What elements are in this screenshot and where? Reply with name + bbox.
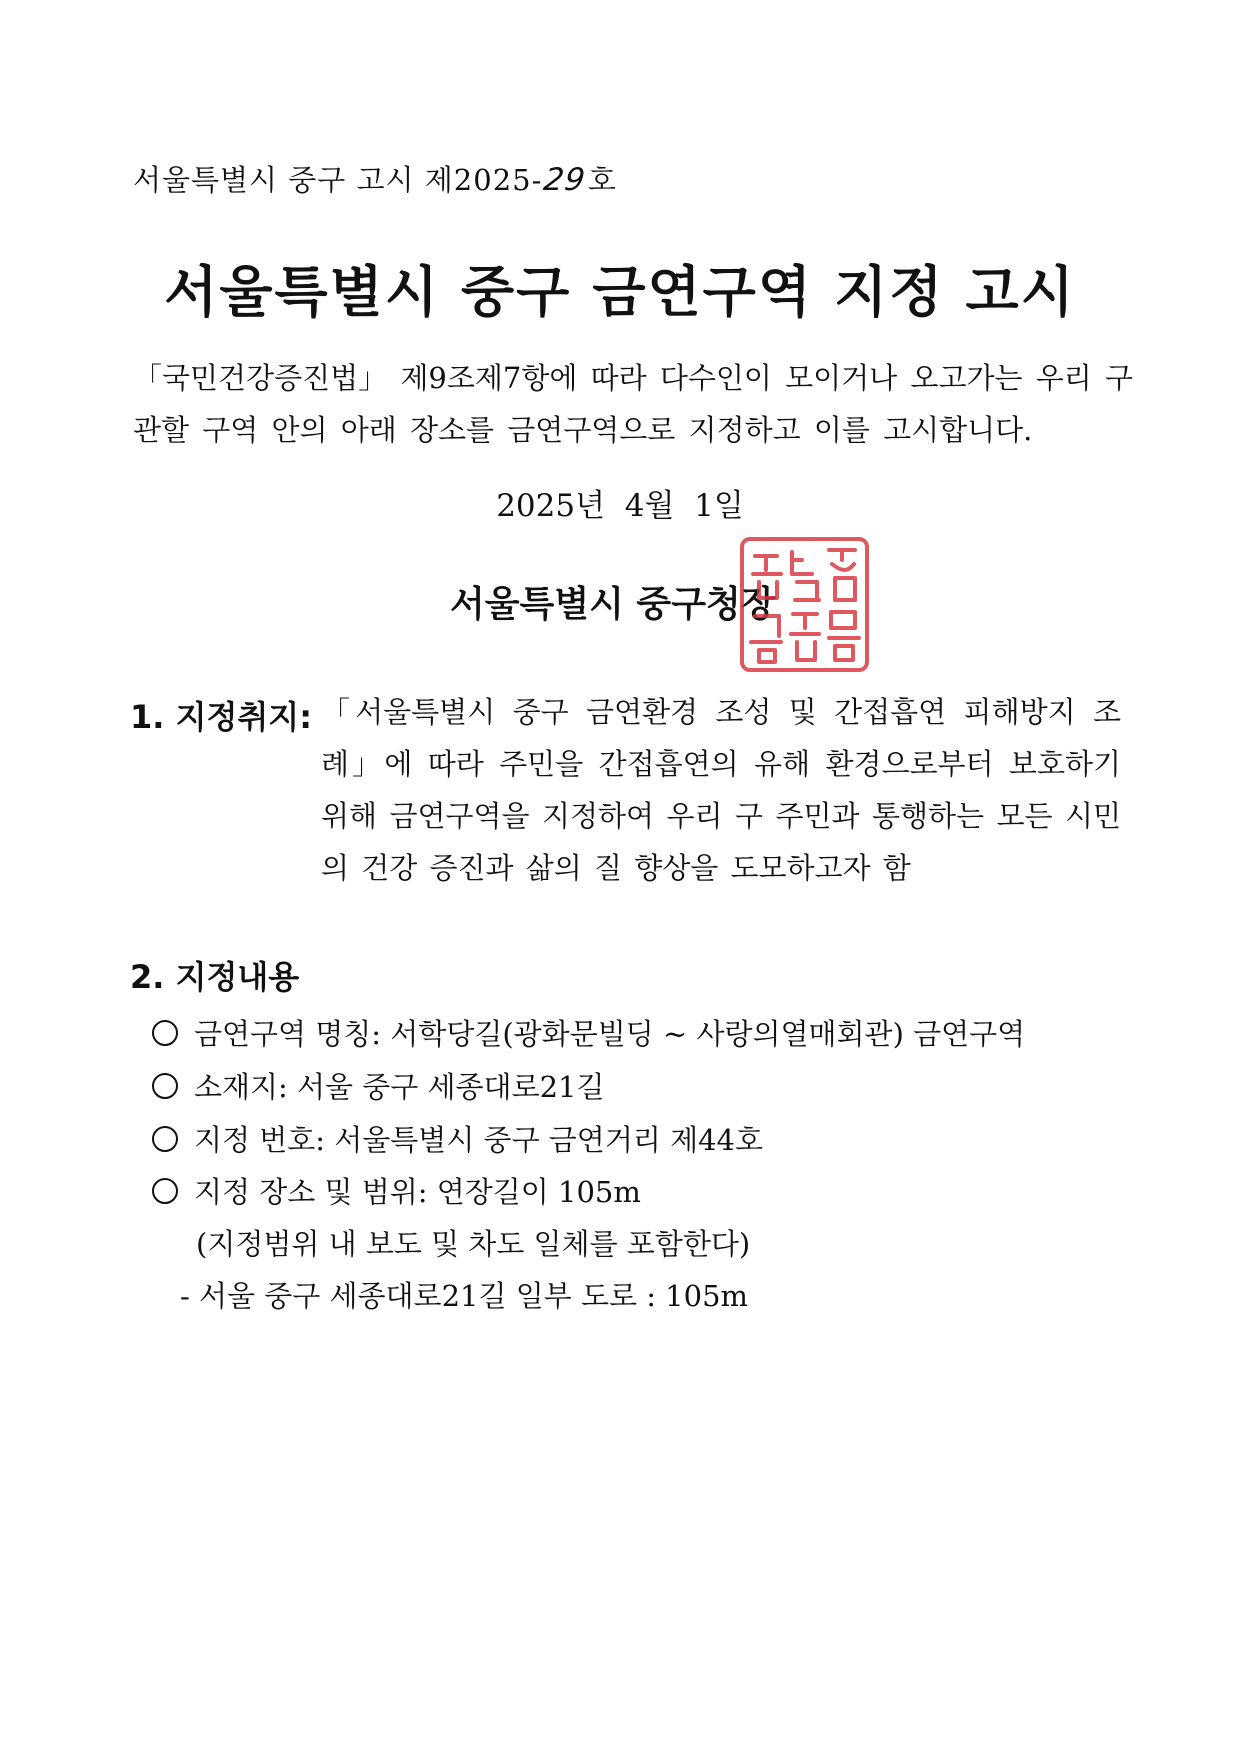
- scope-note: (지정범위 내 보도 및 차도 일체를 포함한다): [196, 1227, 751, 1261]
- purpose-body: 「서울특별시 중구 금연환경 조성 및 간접흡연 피해방지 조례」에 따라 주민을 간접흡연의 유해 환경으로부터 보호하기 위해 금연구역을 지정하여 우리 구 주민과 통행하는 모든 시민의 건강 증진과 삶의 질 향상을 도모하고자 함: [321, 695, 1121, 885]
- document-title: 서울특별시 중구 금연구역 지정 고시: [164, 260, 1076, 324]
- seal-graphic: [742, 539, 867, 670]
- list-item-designation-number: [152, 1118, 763, 1159]
- list-item-text: 지정 번호: 서울특별시 중구 금연거리 제44호: [194, 1123, 764, 1157]
- notice-number-suffix: 호: [587, 163, 617, 197]
- official-seal-stamp: [737, 534, 872, 675]
- list-item-location: [152, 1065, 605, 1106]
- intro-paragraph: 「국민건강증진법」 제9조제7항에 따라 다수인이 모이거나 오고가는 우리 구 관할 구역 안의 아래 장소를 금연구역으로 지정하고 이를 고시합니다.: [133, 361, 1133, 447]
- list-item-text: 금연구역 명칭: 서학당길(광화문빌딩 ~ 사랑의열매회관) 금연구역: [194, 1017, 1026, 1051]
- handwritten-notice-number: 29: [541, 162, 589, 198]
- circle-bullet-icon: [152, 1126, 178, 1152]
- circle-bullet-icon: [152, 1178, 178, 1204]
- list-item-text: 소재지: 서울 중구 세종대로21길: [194, 1070, 605, 1104]
- designation-content-heading: 2. 지정내용: [130, 958, 300, 996]
- notice-number: [133, 158, 617, 199]
- issuer-name: 서울특별시 중구청장: [450, 584, 776, 625]
- list-item-place-and-scope: [152, 1170, 641, 1211]
- notice-date: 2025년 4월 1일: [496, 488, 744, 524]
- road-segment-line: - 서울 중구 세종대로21길 일부 도로 : 105m: [180, 1279, 749, 1313]
- notice-number-prefix: 서울특별시 중구 고시 제2025-: [133, 163, 543, 197]
- purpose-heading: 1. 지정취지:: [130, 698, 313, 736]
- list-item-zone-name: [152, 1012, 1025, 1053]
- circle-bullet-icon: [152, 1073, 178, 1099]
- circle-bullet-icon: [152, 1020, 178, 1046]
- list-item-text: 지정 장소 및 범위: 연장길이 105m: [194, 1175, 641, 1209]
